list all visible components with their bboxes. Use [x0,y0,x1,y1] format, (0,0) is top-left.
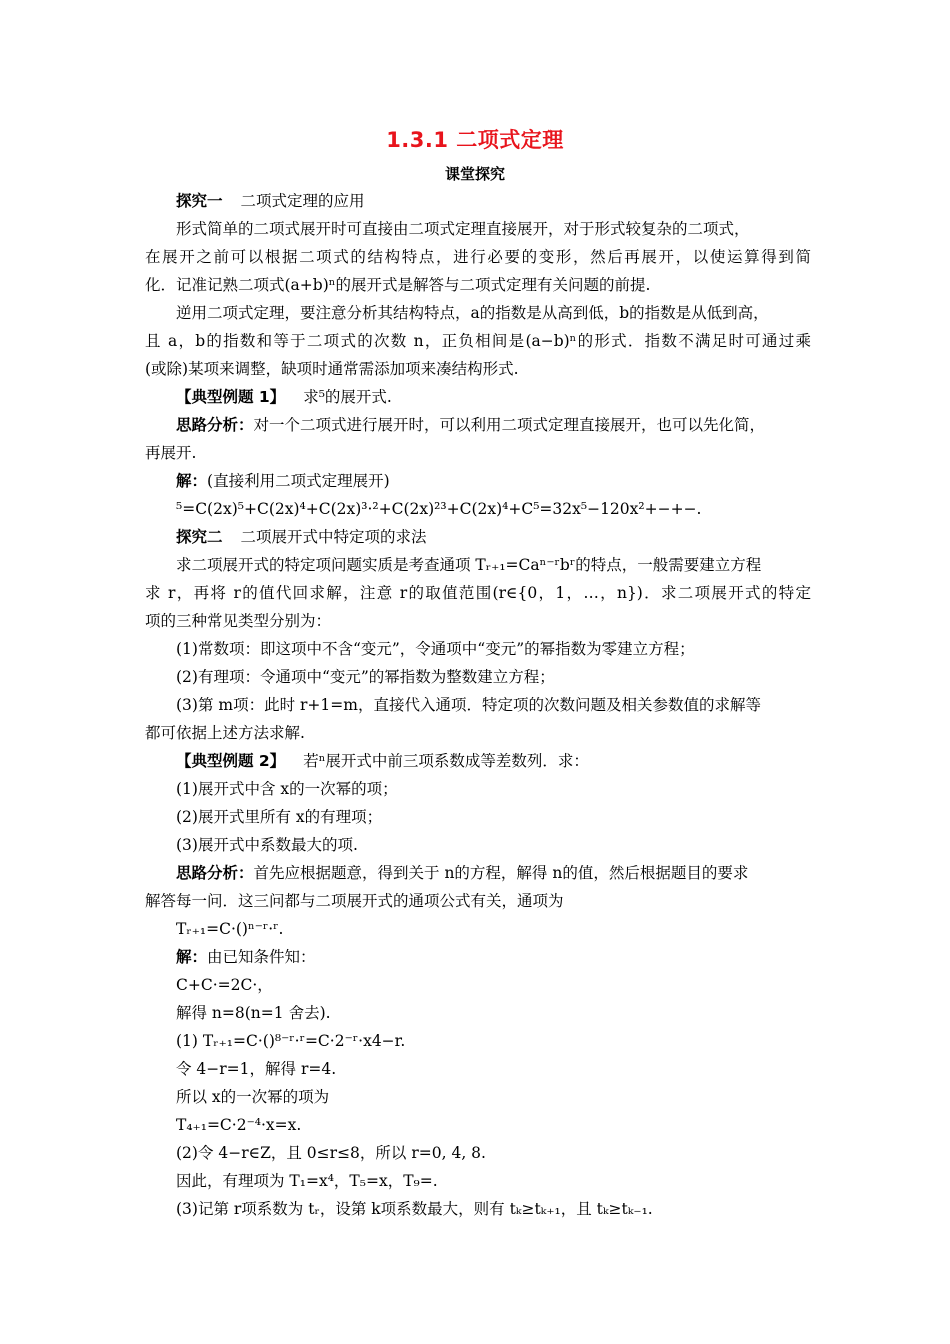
body-line: 求 r，再将 r的值代回求解，注意 r的取值范围(r∈{0，1，…，n})．求二项展开式的特定 [145,584,811,602]
body-line: 令 4−r=1，解得 r=4. [176,1060,337,1078]
formula-line: T₄₊₁=C·2⁻⁴·x=x. [176,1116,302,1134]
body-line: 求二项展开式的特定项问题实质是考查通项 Tᵣ₊₁=Caⁿ⁻ʳbʳ的特点，一般需要建立方程 [176,556,762,574]
body-line: 且 a，b的指数和等于二项式的次数 n，正负相间是(a−b)ⁿ的形式．指数不满足时可通过乘 [145,332,811,350]
body-line: 解得 n=8(n=1 舍去). [176,1004,331,1022]
heading-line: 探究一 二项式定理的应用 [176,192,365,210]
body-line: 都可依据上述方法求解. [145,724,305,742]
body-line: 逆用二项式定理，要注意分析其结构特点，a的指数是从高到低，b的指数是从低到高， [176,304,769,322]
solution-line: 解：由已知条件知： [176,948,316,966]
list-item: (2)有理项：令通项中“变元”的幂指数为整数建立方程； [176,668,555,686]
list-item: (3)第 m项：此时 r+1=m，直接代入通项．特定项的次数问题及相关参数值的求解等 [176,696,761,714]
formula-line: C+C·=2C·， [176,976,273,994]
body-line: (2)令 4−r∈Z，且 0≤r≤8，所以 r=0, 4, 8. [176,1144,486,1162]
body-line: (或除)某项来调整，缺项时通常需添加项来凑结构形式. [145,360,519,378]
body-line: 项的三种常见类型分别为： [145,612,332,630]
formula-line: ⁵=C(2x)⁵+C(2x)⁴+C(2x)³·²+C(2x)²³+C(2x)⁴+C⁵=32x⁵−120x²+−+−. [176,500,702,518]
analysis-line: 思路分析：对一个二项式进行展开时，可以利用二项式定理直接展开，也可以先化简， [176,416,766,434]
body-line: 形式简单的二项式展开时可直接由二项式定理直接展开，对于形式较复杂的二项式， [176,220,750,238]
example-line: 【典型例题 1】 求⁵的展开式. [176,388,392,406]
example-line: 【典型例题 2】 若ⁿ展开式中前三项系数成等差数列．求： [176,752,589,770]
solution-line: 解：(直接利用二项式定理展开) [176,472,390,490]
list-item: (3)展开式中系数最大的项. [176,836,358,854]
body-line: 因此，有理项为 T₁=x⁴，T₅=x，T₉=. [176,1172,438,1190]
body-line: (3)记第 r项系数为 tᵣ，设第 k项系数最大，则有 tₖ≥tₖ₊₁，且 tₖ≥tₖ₋₁. [176,1200,653,1218]
list-item: (1)展开式中含 x的一次幂的项； [176,780,398,798]
list-item: (2)展开式里所有 x的有理项； [176,808,383,826]
page-title: 1.3.1 二项式定理 [386,128,564,152]
formula-line: (1) Tᵣ₊₁=C·()⁸⁻ʳ·ʳ=C·2⁻ʳ·x4−r. [176,1032,406,1050]
body-line: 所以 x的一次幂的项为 [176,1088,330,1106]
formula-line: Tᵣ₊₁=C·()ⁿ⁻ʳ·ʳ. [176,920,284,938]
body-line: 再展开. [145,444,197,462]
list-item: (1)常数项：即这项中不含“变元”，令通项中“变元”的幂指数为零建立方程； [176,640,695,658]
body-line: 解答每一问．这三问都与二项展开式的通项公式有关，通项为 [145,892,564,910]
heading-line: 探究二 二项展开式中特定项的求法 [176,528,427,546]
body-line: 在展开之前可以根据二项式的结构特点，进行必要的变形，然后再展开，以使运算得到简 [145,248,811,266]
body-line: 化．记准记熟二项式(a+b)ⁿ的展开式是解答与二项式定理有关问题的前提. [145,276,651,294]
section-subtitle: 课堂探究 [444,165,505,183]
analysis-line: 思路分析：首先应根据题意，得到关于 n的方程，解得 n的值，然后根据题目的要求 [176,864,749,882]
